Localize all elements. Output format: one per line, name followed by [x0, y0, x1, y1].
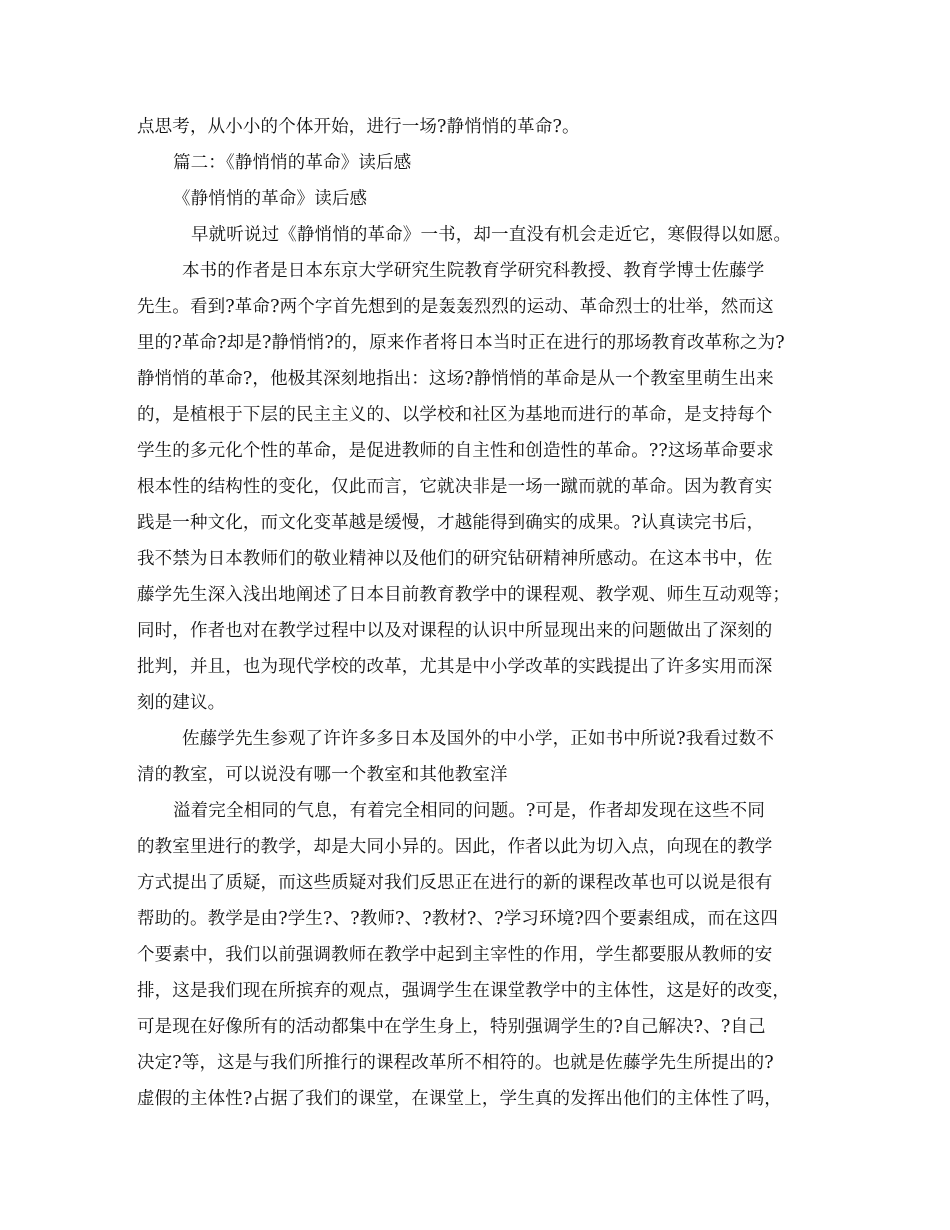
text-line: 根本性的结构性的变化，仅此而言，它就决非是一场一蹴而就的革命。因为教育实	[137, 477, 773, 497]
text-line: 本书的作者是日本东京大学研究生院教育学研究科教授、教育学博士佐藤学	[182, 261, 765, 281]
text-line: 早就听说过《静悄悄的革命》一书，却一直没有机会走近它，寒假得以如愿。	[191, 225, 792, 245]
text-line: 方式提出了质疑，而这些质疑对我们反思正在进行的新的课程改革也可以说是很有	[137, 873, 773, 893]
text-line: 决定?等，这是与我们所推行的课程改革所不相符的。也就是佐藤学先生所提出的?	[137, 1053, 774, 1073]
text-line: 佐藤学先生参观了许许多多日本及国外的中小学，正如书中所说?我看过数不	[182, 729, 774, 749]
text-line: 先生。看到?革命?两个字首先想到的是轰轰烈烈的运动、革命烈士的壮举，然而这	[137, 297, 774, 317]
text-line: 的，是植根于下层的民主主义的、以学校和社区为基地而进行的革命，是支持每个	[137, 405, 773, 425]
text-line: 批判，并且，也为现代学校的改革，尤其是中小学改革的实践提出了许多实用而深	[137, 657, 773, 677]
text-line: 学生的多元化个性的革命，是促进教师的自主性和创造性的革命。??这场革命要求	[137, 441, 774, 461]
text-line: 践是一种文化，而文化变革越是缓慢，才越能得到确实的成果。?认真读完书后，	[137, 513, 765, 533]
article-title: 《静悄悄的革命》读后感	[173, 189, 368, 209]
text-line: 帮助的。教学是由?学生?、?教师?、?教材?、?学习环境?四个要素组成，而在这四	[137, 909, 779, 929]
text-line: 点思考，从小小的个体开始，进行一场?静悄悄的革命?。	[137, 117, 580, 137]
text-line: 清的教室，可以说没有哪一个教室和其他教室洋	[137, 765, 508, 785]
text-line: 刻的建议。	[137, 693, 226, 713]
text-line: 排，这是我们现在所摈弃的观点，强调学生在课堂教学中的主体性，这是好的改变，	[137, 981, 791, 1001]
text-line: 个要素中，我们以前强调教师在教学中起到主宰性的作用，学生都要服从教师的安	[137, 945, 773, 965]
text-line: 溢着完全相同的气息，有着完全相同的问题。?可是，作者却发现在这些不同	[173, 801, 765, 821]
text-line: 可是现在好像所有的活动都集中在学生身上，特别强调学生的?自己解决?、?自己	[137, 1017, 766, 1037]
text-line: 虚假的主体性?占据了我们的课堂，在课堂上，学生真的发挥出他们的主体性了吗，	[137, 1089, 782, 1109]
text-line: 同时，作者也对在教学过程中以及对课程的认识中所显现出来的问题做出了深刻的	[137, 621, 773, 641]
text-line: 藤学先生深入浅出地阐述了日本目前教育教学中的课程观、教学观、师生互动观等；	[137, 585, 791, 605]
text-line: 的教室里进行的教学，却是大同小异的。因此，作者以此为切入点，向现在的教学	[137, 837, 773, 857]
text-line: 静悄悄的革命?，他极其深刻地指出：这场?静悄悄的革命是从一个教室里萌生出来	[137, 369, 774, 389]
text-line: 里的?革命?却是?静悄悄?的，原来作者将日本当时正在进行的那场教育改革称之为?	[137, 333, 785, 353]
section-heading: 篇二：《静悄悄的革命》读后感	[173, 153, 412, 173]
text-line: 我不禁为日本教师们的敬业精神以及他们的研究钻研精神所感动。在这本书中，佐	[137, 549, 773, 569]
